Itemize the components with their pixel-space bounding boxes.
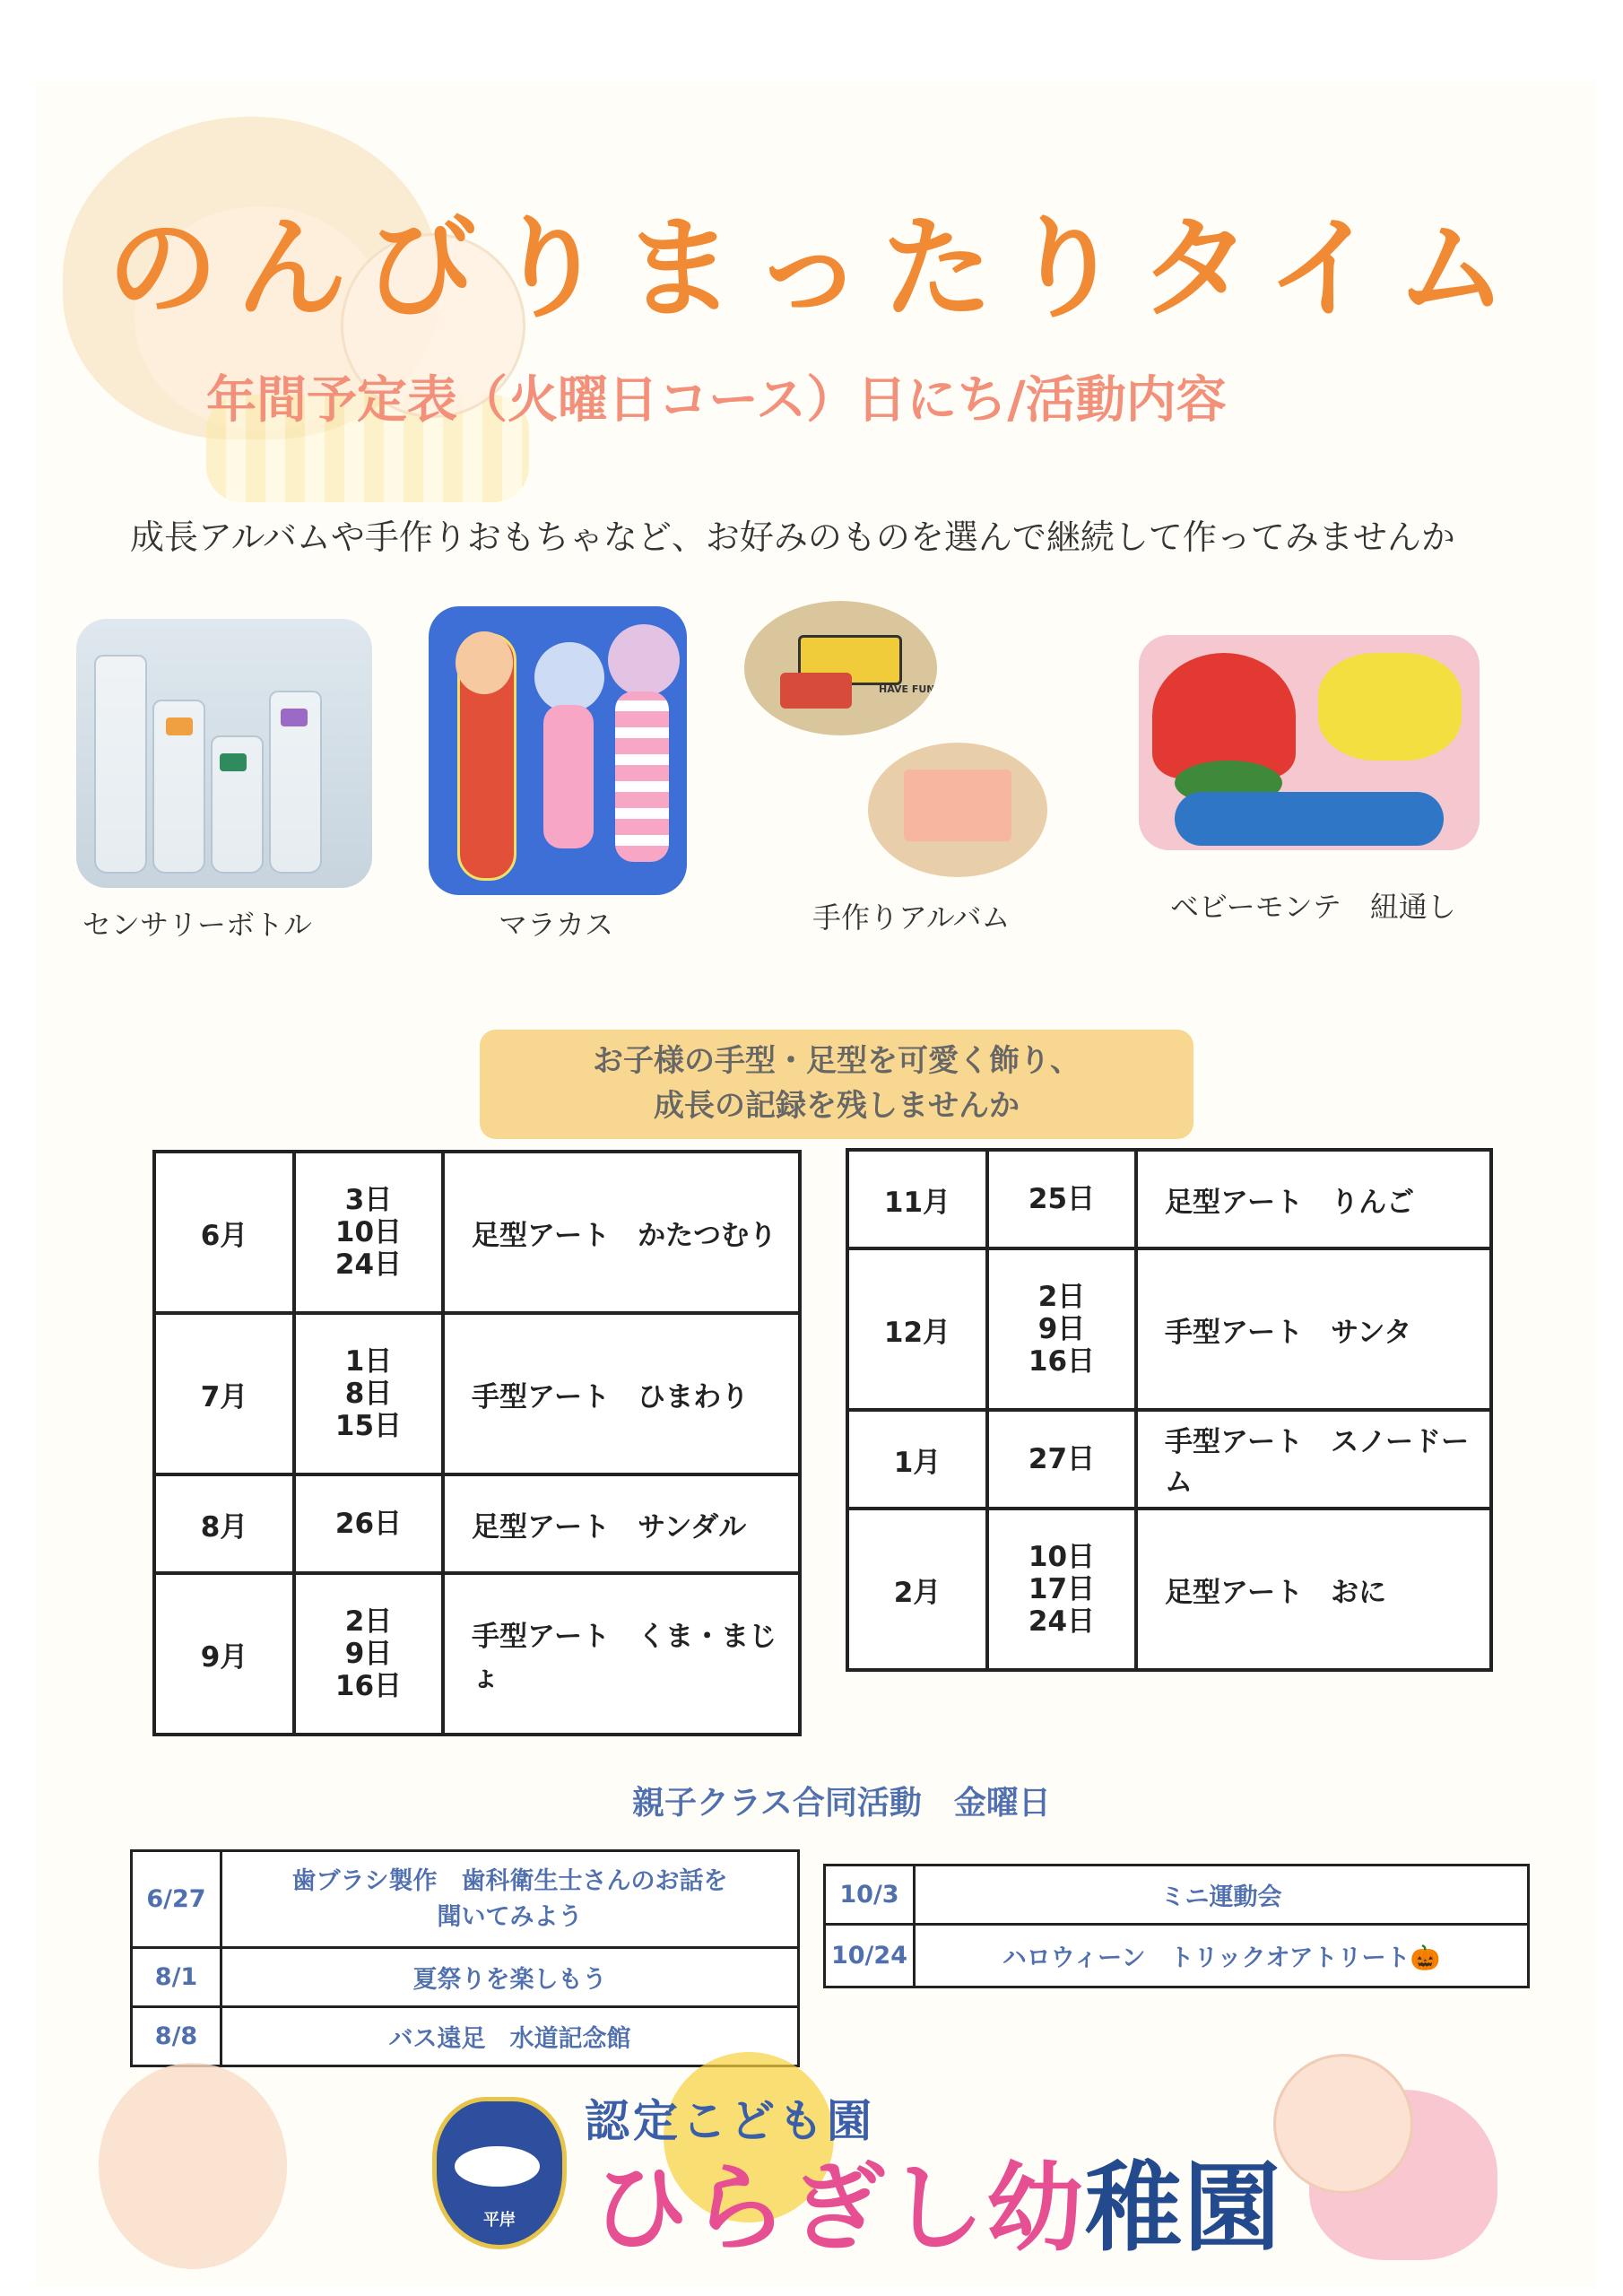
activity-cell: 歯ブラシ製作 歯科衛生士さんのお話を 聞いてみよう bbox=[221, 1851, 799, 1948]
month-cell: 7月 bbox=[154, 1313, 294, 1474]
crawling-baby-illustration bbox=[99, 2063, 287, 2269]
table-row bbox=[154, 1152, 800, 1313]
activity-cell: ミニ運動会 bbox=[915, 1866, 1529, 1925]
schedule-table-right bbox=[846, 1148, 1493, 1672]
friday-table-right bbox=[823, 1864, 1530, 1988]
table-row bbox=[132, 2007, 799, 2066]
activity-cell: バス遠足 水道記念館 bbox=[221, 2007, 799, 2066]
logo-name-text: ひらぎし幼稚園 bbox=[592, 2152, 1283, 2265]
dates-cell: 3日 10日 24日 bbox=[294, 1152, 443, 1313]
month-cell: 1月 bbox=[847, 1410, 987, 1509]
activity-cell: 手型アート スノードーム bbox=[1136, 1410, 1491, 1509]
activity-cell: 手型アート ひまわり bbox=[443, 1313, 800, 1474]
date-cell: 8/8 bbox=[132, 2007, 221, 2066]
activity-cell: 足型アート りんご bbox=[1136, 1150, 1491, 1248]
date-cell: 6/27 bbox=[132, 1851, 221, 1948]
dates-cell: 26日 bbox=[294, 1474, 443, 1573]
handmade-album-photo-2 bbox=[868, 743, 1047, 877]
banner-line-2: 成長の記録を残しませんか bbox=[654, 1088, 1020, 1124]
logo-subtitle: 認定こども園 bbox=[585, 2095, 875, 2147]
handmade-album-photo-1 bbox=[744, 601, 937, 735]
table-row bbox=[847, 1150, 1491, 1248]
caption-baby-monte: ベビーモンテ 紐通し bbox=[1170, 890, 1456, 924]
activity-cell: 足型アート おに bbox=[1136, 1509, 1491, 1670]
activity-cell: 手型アート くま・まじょ bbox=[443, 1573, 800, 1735]
activity-cell: ハロウィーン トリックオアトリート🎃 bbox=[915, 1925, 1529, 1987]
handprint-banner bbox=[480, 1030, 1193, 1139]
table-row bbox=[132, 1851, 799, 1948]
schedule-table-left bbox=[152, 1150, 802, 1736]
table-row bbox=[847, 1509, 1491, 1670]
emblem-text: 平岸 bbox=[483, 2211, 516, 2230]
activity-cell: 足型アート サンダル bbox=[443, 1474, 800, 1573]
table-row bbox=[154, 1313, 800, 1474]
month-cell: 6月 bbox=[154, 1152, 294, 1313]
table-row bbox=[847, 1248, 1491, 1410]
caption-maracas: マラカス bbox=[499, 908, 614, 942]
intro-text: 成長アルバムや手作りおもちゃなど、お好みのものを選んで継続して作ってみませんか bbox=[130, 517, 1455, 557]
baby-illustration bbox=[1273, 2054, 1413, 2194]
date-cell: 10/24 bbox=[825, 1925, 915, 1987]
page-subtitle: 年間予定表（火曜日コース）日にち/活動内容 bbox=[206, 371, 1227, 430]
dates-cell: 27日 bbox=[987, 1410, 1136, 1509]
friday-heading: 親子クラス合同活動 金曜日 bbox=[632, 1785, 1051, 1822]
dates-cell: 1日 8日 15日 bbox=[294, 1313, 443, 1474]
date-cell: 8/1 bbox=[132, 1948, 221, 2007]
activity-cell: 夏祭りを楽しもう bbox=[221, 1948, 799, 2007]
caption-handmade-album: 手作りアルバム bbox=[812, 900, 1011, 935]
activity-cell: 足型アート かたつむり bbox=[443, 1152, 800, 1313]
dates-cell: 2日 9日 16日 bbox=[987, 1248, 1136, 1410]
dates-cell: 2日 9日 16日 bbox=[294, 1573, 443, 1735]
page-title: のんびりまったりタイム bbox=[107, 204, 1525, 334]
baby-monte-lacing-photo bbox=[1139, 635, 1480, 850]
table-row bbox=[154, 1474, 800, 1573]
month-cell: 8月 bbox=[154, 1474, 294, 1573]
dates-cell: 25日 bbox=[987, 1150, 1136, 1248]
table-row bbox=[847, 1410, 1491, 1509]
caption-sensory-bottle: センサリーボトル bbox=[82, 908, 313, 942]
table-row bbox=[132, 1948, 799, 2007]
table-row bbox=[154, 1573, 800, 1735]
activity-cell: 手型アート サンタ bbox=[1136, 1248, 1491, 1410]
date-cell: 10/3 bbox=[825, 1866, 915, 1925]
month-cell: 2月 bbox=[847, 1509, 987, 1670]
table-row bbox=[825, 1925, 1529, 1987]
month-cell: 9月 bbox=[154, 1573, 294, 1735]
friday-table-left bbox=[130, 1849, 800, 2067]
sensory-bottle-photo bbox=[76, 619, 372, 888]
banner-line-1: お子様の手型・足型を可愛く飾り、 bbox=[593, 1043, 1081, 1079]
logo-name bbox=[592, 2130, 1282, 2269]
table-row bbox=[825, 1866, 1529, 1925]
kindergarten-emblem-icon bbox=[432, 2097, 567, 2249]
month-cell: 11月 bbox=[847, 1150, 987, 1248]
maracas-photo bbox=[429, 606, 687, 895]
album-inner-text: HAVE FUN bbox=[879, 683, 935, 695]
dates-cell: 10日 17日 24日 bbox=[987, 1509, 1136, 1670]
month-cell: 12月 bbox=[847, 1248, 987, 1410]
